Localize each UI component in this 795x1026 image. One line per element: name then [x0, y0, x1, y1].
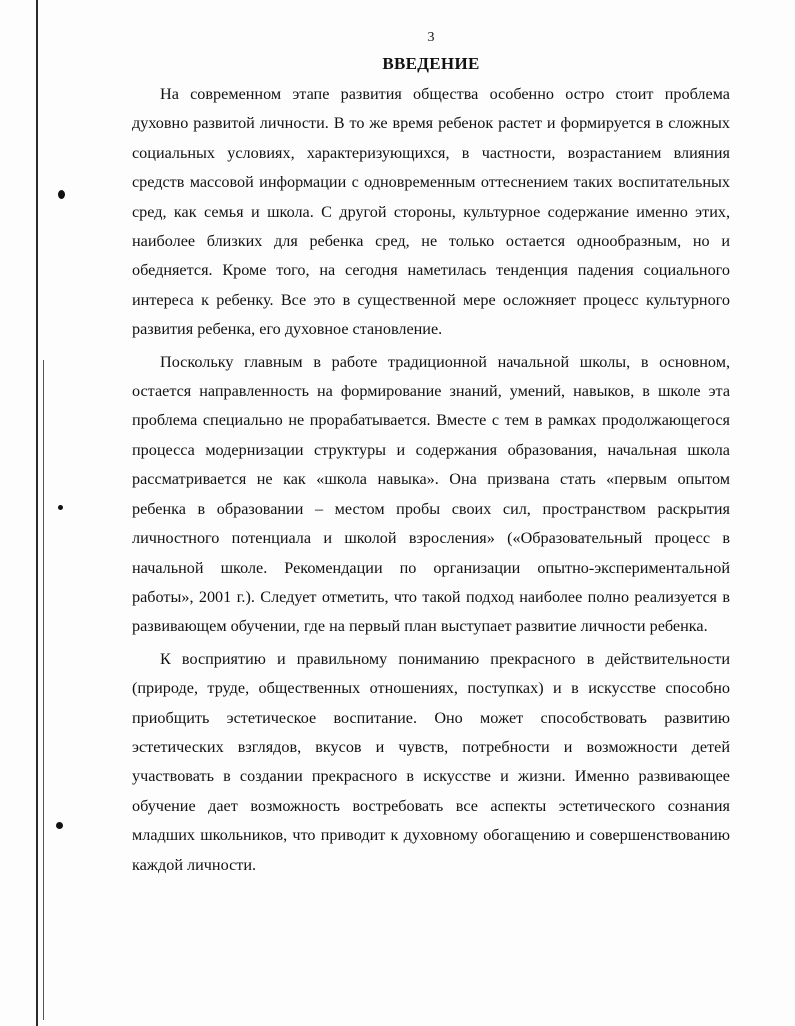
- scan-binding-shadow: [43, 360, 44, 1020]
- document-body: [132, 30, 730, 880]
- scan-binding-edge: [36, 0, 38, 1026]
- scan-artifact-mark: [58, 190, 65, 199]
- paragraph-3: К восприятию и правильному пониманию прекрасного в действительности (природе, труде, общественных отношениях, поступках) и в искусстве способно приобщить эстетическое воспитание. Оно может способствовать развитию эстетических взглядов, вкусов и чувств, потребности и возможности детей участвовать в создании прекрасного в искусстве и жизни. Именно развивающее обучение дает возможность востребовать все аспекты эстетического сознания младших школьников, что приводит к духовному обогащению и совершенствованию каждой личности.: [132, 649, 730, 874]
- paragraph-1: На современном этапе развития общества особенно остро стоит проблема духовно развитой личности. В то же время ребенок растет и формируется в сложных социальных условиях, характеризующихся, в частности, возрастанием влияния средств массовой информации с одновременным оттеснением таких воспитательных сред, как семья и школа. С другой стороны, культурное содержание именно этих, наиболее близких для ребенка сред, не только остается однообразным, но и обедняется. Кроме того, на сегодня наметилась тенденция падения социального интереса к ребенку. Все это в существенной мере осложняет процесс культурного развития ребенка, его духовное становление.: [132, 85, 730, 339]
- paragraph-2: Поскольку главным в работе традиционной начальной школы, в основном, остается направленность на формирование знаний, умений, навыков, в школе эта проблема специально не прорабатывается. Вместе с тем в рамках продолжающегося процесса модернизации структуры и содержания образования, начальная школа рассматривается не как «школа навыка». Она призвана стать «первым опытом ребенка в образовании – местом пробы своих сил, пространством раскрытия личностного потенциала и школой взросления» («Образовательный процесс в начальной школе. Рекомендации по организации опытно-экспериментальной работы», 2001 г.). Следует отметить, что такой подход наиболее полно реализуется в развивающем обучении, где на первый план выступает развитие личности ребенка.: [132, 352, 730, 636]
- scan-artifact-mark: [58, 505, 63, 510]
- scan-artifact-mark: [56, 822, 63, 829]
- page-number: 3: [427, 30, 435, 45]
- section-heading: ВВЕДЕНИЕ: [382, 54, 480, 73]
